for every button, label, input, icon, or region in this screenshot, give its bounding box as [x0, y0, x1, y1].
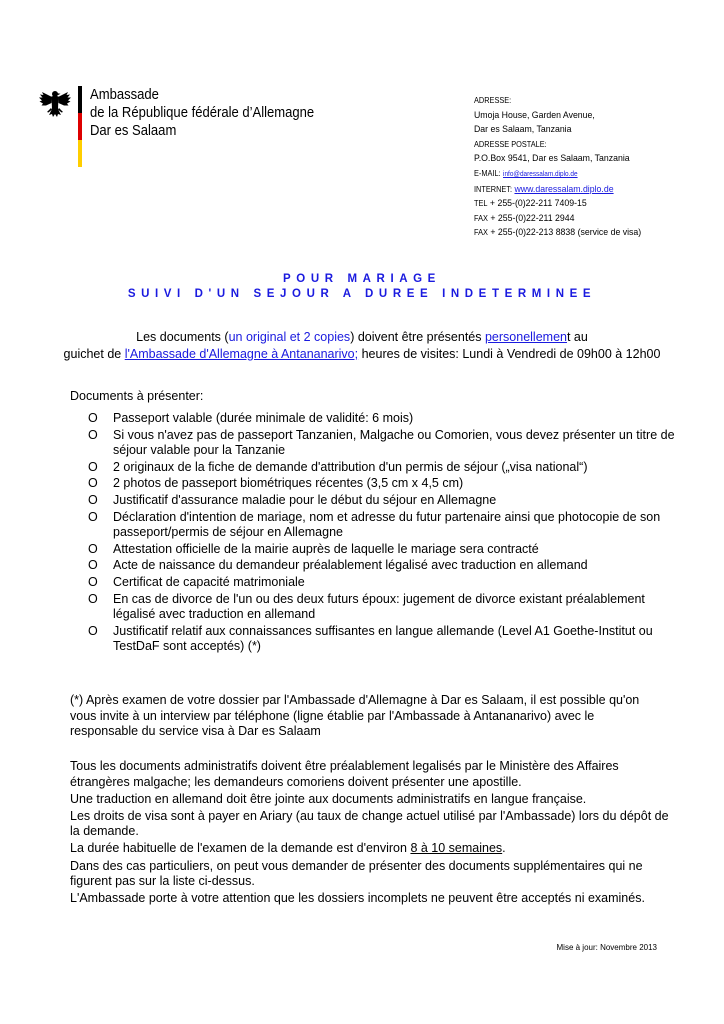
- list-item: [88, 592, 678, 623]
- flag-stripe-red: [78, 113, 82, 140]
- copies-highlight: un original et 2 copies: [228, 330, 351, 344]
- list-item: [88, 460, 678, 475]
- list-item-text: Passeport valable (durée minimale de validité: 6 mois): [113, 411, 414, 425]
- list-item-text: Déclaration d'intention de mariage, nom et adresse du futur partenaire ainsi que photocopie de son passeport/permis de séjour en Allemagne: [113, 509, 661, 540]
- paragraph: Une traduction en allemand doit être jointe aux documents administratifs en langue française.: [70, 791, 587, 806]
- list-item-text: En cas de divorce de l'un ou des deux futurs époux: jugement de divorce existant préalablement légalisé avec traduction en allemand: [113, 591, 645, 622]
- federal-eagle-icon: [38, 88, 72, 122]
- fax-label: FAX: [474, 228, 488, 238]
- list-item-text: 2 originaux de la fiche de demande d'attribution d'un permis de séjour („visa national“): [113, 459, 588, 474]
- embassy-name-line: Ambassade: [90, 87, 159, 103]
- bullet-icon: O: [88, 591, 98, 606]
- fax-value: + 255-(0)22-213 8838 (service de visa): [490, 227, 642, 239]
- paragraph: [70, 841, 670, 857]
- document-title: POUR MARIAGE: [283, 273, 441, 285]
- bullet-icon: O: [88, 623, 98, 638]
- intro-text: heures de visites: Lundi à Vendredi de 09h00 à 12h00: [358, 347, 661, 361]
- email-label: E-MAIL:: [474, 168, 501, 178]
- list-item: [88, 558, 678, 573]
- list-item: [88, 476, 678, 491]
- paragraph: Les droits de visa sont à payer en Ariary (au taux de change actuel utilisé par l'Ambassade) lors du dépôt de la demande.: [70, 808, 669, 839]
- paragraph-text: .: [502, 841, 506, 856]
- list-item-text: Si vous n'avez pas de passeport Tanzanien, Malgache ou Comorien, vous devez présenter un titre de séjour valable pour la Tanzanie: [113, 427, 675, 457]
- list-item: [88, 624, 678, 655]
- bullet-icon: O: [88, 558, 98, 573]
- internet-label: INTERNET:: [474, 184, 513, 194]
- list-item-text: Justificatif relatif aux connaissances suffisantes en langue allemande (Level A1 Goethe-Institut ou TestDaF sont acceptés) (*): [113, 623, 653, 654]
- document-subtitle: SUIVI D'UN SEJOUR A DUREE INDETERMINEE: [127, 288, 597, 300]
- bullet-icon: O: [88, 476, 98, 491]
- list-item-text: 2 photos de passeport biométriques récentes (3,5 cm x 4,5 cm): [113, 476, 464, 491]
- bullet-icon: O: [88, 509, 98, 524]
- list-item-text: Acte de naissance du demandeur préalablement légalisé avec traduction en allemand: [113, 558, 588, 573]
- embassy-name-line: Dar es Salaam: [90, 123, 177, 139]
- list-item: [88, 575, 678, 590]
- footnote-paragraph: (*) Après examen de votre dossier par l'Ambassade d'Allemagne à Dar es Salaam, il est possible qu'on vous invite à un interview par téléphone (ligne établie par l'Ambassade à Antananarivo) avec le responsable du service visa à Dar es Salaam: [70, 693, 640, 738]
- bullet-icon: O: [88, 411, 98, 425]
- list-item-text: Justificatif d'assurance maladie pour le début du séjour en Allemagne: [113, 493, 497, 508]
- list-item: [88, 510, 678, 541]
- documents-heading: Documents à présenter:: [70, 389, 204, 403]
- intro-text: guichet de: [63, 347, 125, 361]
- address-line: Umoja House, Garden Avenue,: [474, 109, 595, 121]
- bullet-icon: O: [88, 427, 98, 442]
- flag-stripe-black: [78, 86, 82, 113]
- documents-list: [88, 411, 678, 656]
- intro-paragraph: [0, 329, 724, 363]
- list-item: [88, 428, 678, 459]
- list-item: [88, 542, 678, 557]
- address-block: [474, 94, 641, 241]
- paragraph-text: La durée habituelle de l'examen de la demande est d'environ: [70, 841, 411, 856]
- address-label: ADRESSE:: [474, 96, 512, 105]
- tel-value: + 255-(0)22-211 7409-15: [489, 198, 587, 210]
- flag-stripe-gold: [78, 140, 82, 167]
- address-line: Dar es Salaam, Tanzania: [474, 124, 572, 136]
- embassy-name: [90, 86, 314, 140]
- information-paragraphs: [70, 759, 670, 908]
- list-item: [88, 493, 678, 508]
- fax-label: FAX: [474, 213, 488, 223]
- fax-value: + 255-(0)22-211 2944: [490, 212, 575, 224]
- intro-text: ) doivent être présentés: [350, 330, 485, 344]
- personally-highlight: personellemen: [484, 330, 567, 344]
- postal-address-label: ADRESSE POSTALE:: [474, 139, 547, 149]
- bullet-icon: O: [88, 459, 98, 474]
- tel-label: TEL: [474, 199, 488, 209]
- list-item-text: Attestation officielle de la mairie auprès de laquelle le mariage sera contracté: [113, 541, 539, 556]
- list-item-text: Certificat de capacité matrimoniale: [113, 575, 305, 590]
- bullet-icon: O: [88, 493, 98, 508]
- bullet-icon: O: [88, 575, 98, 590]
- paragraph: Tous les documents administratifs doivent être préalablement legalisés par le Ministère des Affaires étrangères malgache; les demandeurs comoriens doivent présenter une apostille.: [70, 759, 619, 789]
- paragraph: Dans des cas particuliers, on peut vous demander de présenter des documents supplémentaires qui ne figurent pas sur la liste ci-dessus.: [70, 858, 643, 889]
- intro-text: t au: [566, 330, 588, 344]
- list-item: [88, 411, 678, 426]
- intro-text: Les documents (: [136, 330, 229, 344]
- bullet-icon: O: [88, 541, 98, 556]
- processing-duration: 8 à 10 semaines: [410, 841, 503, 856]
- last-updated: Mise à jour: Novembre 2013: [556, 943, 657, 952]
- email-link[interactable]: info@daressalam.diplo.de: [503, 170, 578, 178]
- postal-address-line: P.O.Box 9541, Dar es Salaam, Tanzania: [474, 153, 630, 165]
- paragraph: L'Ambassade porte à votre attention que les dossiers incomplets ne peuvent être acceptés ni examinés.: [70, 891, 645, 906]
- embassy-link[interactable]: l'Ambassade d'Allemagne à Antananarivo;: [124, 347, 359, 361]
- embassy-name-line: de la République fédérale d’Allemagne: [90, 105, 315, 121]
- website-link[interactable]: www.daressalam.diplo.de: [514, 183, 614, 195]
